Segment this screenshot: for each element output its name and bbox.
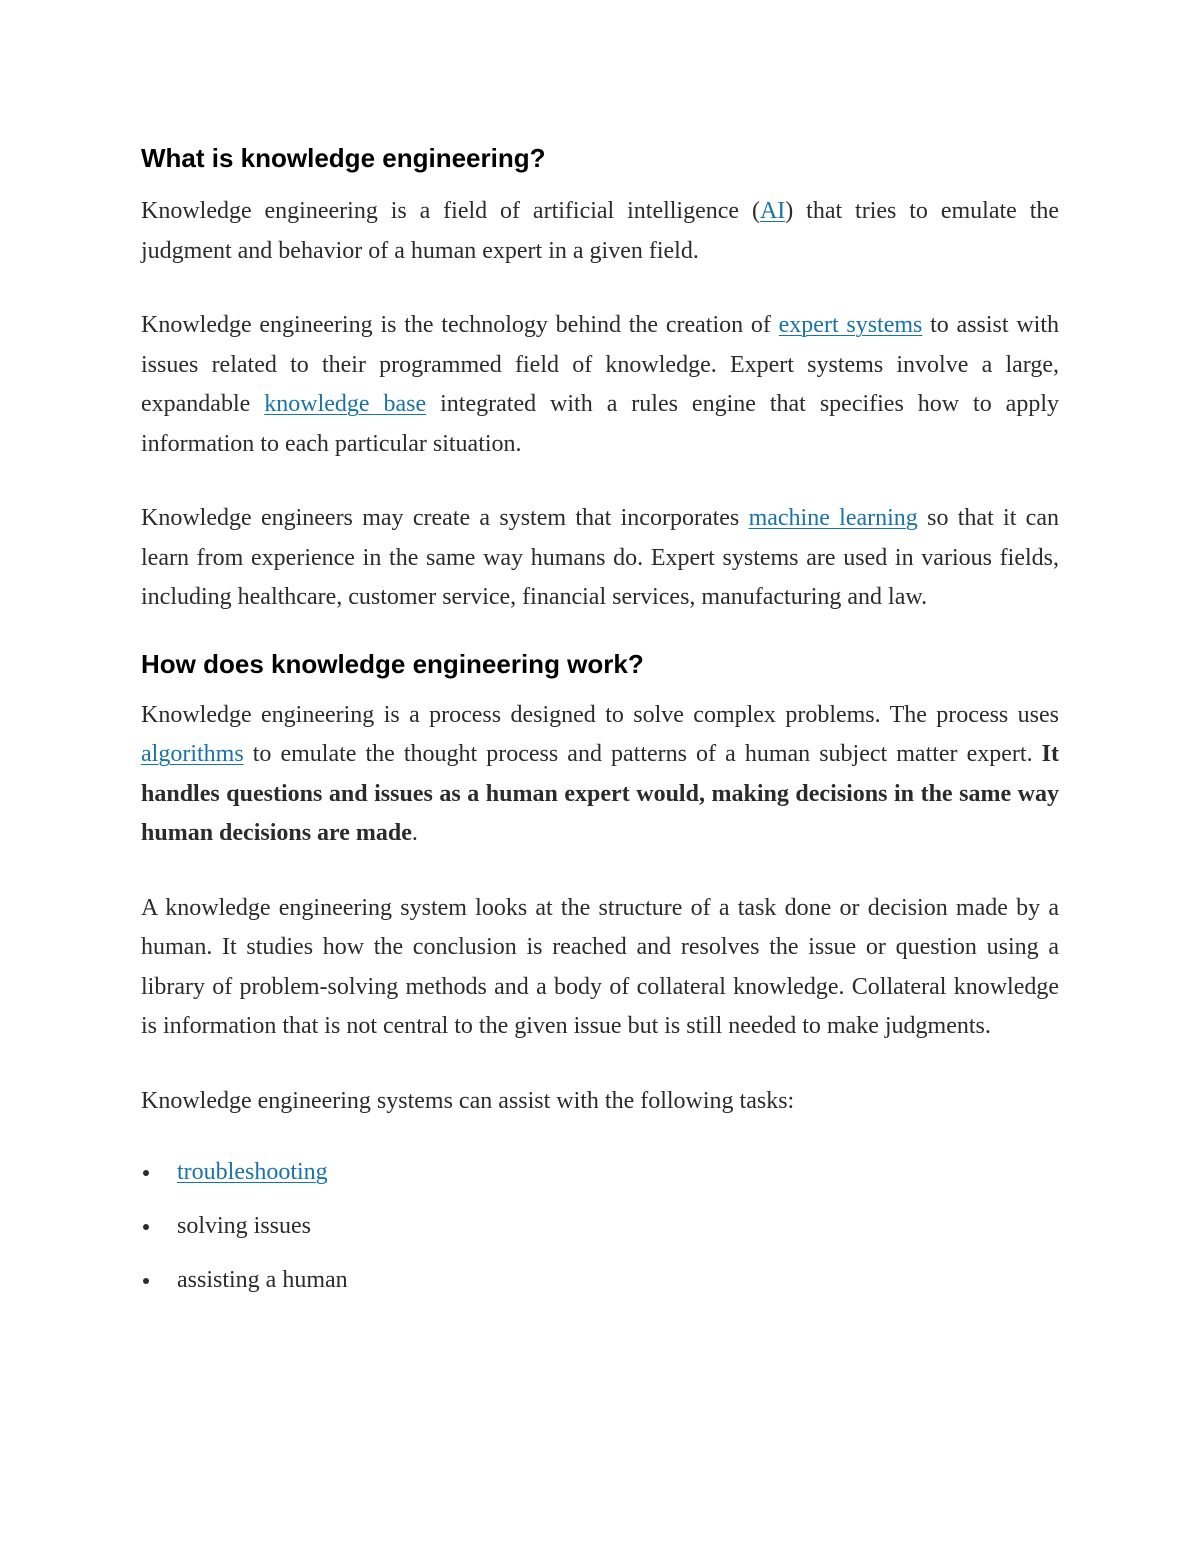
document-content bbox=[141, 138, 1059, 1315]
bold-text: It handles questions and issues as a human expert would, making decisions in the same way human decisions are made bbox=[141, 741, 1059, 846]
paragraph-expert-systems bbox=[141, 306, 1059, 464]
text: so that it can learn from experience in the same way humans do. Expert systems are used in various fields, including healthcare, customer service, financial services, manufacturing and law. bbox=[141, 505, 1059, 610]
text: to emulate the thought process and patterns of a human subject matter expert. bbox=[243, 741, 1042, 767]
text: to assist with issues related to their programmed field of knowledge. Expert systems involve a large, expandable bbox=[141, 312, 1059, 417]
list-item bbox=[141, 1261, 1059, 1300]
text: ) that tries to emulate the judgment and behavior of a human expert in a given field. bbox=[141, 198, 1060, 264]
paragraph-tasks-intro: Knowledge engineering systems can assist with the following tasks: bbox=[141, 1087, 795, 1114]
paragraph-system-structure: A knowledge engineering system looks at the structure of a task done or decision made by a human. It studies how the conclusion is reached and resolves the issue or question using a library of problem-solving methods and a body of collateral knowledge. Collateral knowledge is information that is not central to the given issue but is still needed to make judgments. bbox=[141, 894, 1059, 1039]
link-algorithms[interactable]: algorithms bbox=[141, 741, 244, 767]
paragraph-process bbox=[141, 696, 1059, 854]
heading-how-does-it-work: How does knowledge engineering work? bbox=[141, 648, 644, 679]
list-item bbox=[141, 1207, 1059, 1246]
task-list bbox=[141, 1153, 1059, 1300]
text: . bbox=[411, 820, 418, 846]
link-knowledge-base[interactable]: knowledge base bbox=[264, 391, 427, 417]
text: integrated with a rules engine that specifies how to apply information to each particular situation. bbox=[141, 391, 1060, 457]
bullet-icon bbox=[143, 1170, 149, 1176]
list-item-label: assisting a human bbox=[177, 1267, 348, 1293]
text: Knowledge engineering is a field of artificial intelligence ( bbox=[141, 198, 760, 224]
list-item-label: solving issues bbox=[177, 1213, 312, 1239]
link-troubleshooting[interactable]: troubleshooting bbox=[177, 1159, 328, 1185]
paragraph-definition bbox=[141, 192, 1059, 271]
heading-what-is-knowledge-engineering: What is knowledge engineering? bbox=[141, 143, 546, 173]
bullet-icon bbox=[143, 1224, 149, 1230]
text: Knowledge engineering is a process designed to solve complex problems. The process uses bbox=[141, 701, 1059, 728]
link-expert-systems[interactable]: expert systems bbox=[778, 312, 923, 338]
text: Knowledge engineering is the technology behind the creation of bbox=[141, 312, 779, 338]
link-ai[interactable]: AI bbox=[759, 198, 786, 224]
bullet-icon bbox=[143, 1278, 149, 1284]
text: Knowledge engineers may create a system that incorporates bbox=[141, 505, 749, 531]
link-machine-learning[interactable]: machine learning bbox=[748, 505, 918, 531]
list-item bbox=[141, 1153, 1059, 1192]
paragraph-machine-learning bbox=[141, 499, 1059, 618]
